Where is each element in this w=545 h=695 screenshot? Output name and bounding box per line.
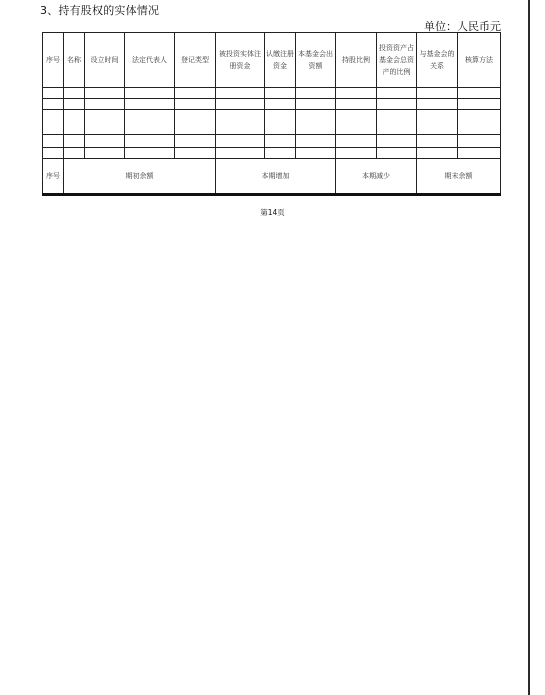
section-title: 3、持有股权的实体情况 bbox=[40, 4, 160, 17]
summary-cell-closing: 期末余额 bbox=[417, 159, 501, 195]
page-edge-divider bbox=[528, 0, 530, 695]
table-row bbox=[43, 110, 501, 135]
header-cell-seq: 序号 bbox=[43, 33, 64, 88]
equity-entities-table bbox=[42, 32, 501, 196]
header-cell-relationship: 与基金会的关系 bbox=[417, 33, 458, 88]
header-cell-subscribed-capital: 认缴注册资金 bbox=[265, 33, 296, 88]
table-header-row bbox=[43, 33, 501, 88]
header-cell-established: 设立时间 bbox=[85, 33, 125, 88]
table-row bbox=[43, 88, 501, 99]
header-cell-legal-rep: 法定代表人 bbox=[125, 33, 175, 88]
summary-cell-seq: 序号 bbox=[43, 159, 64, 195]
summary-cell-opening: 期初余额 bbox=[64, 159, 216, 195]
header-cell-accounting: 核算方法 bbox=[458, 33, 501, 88]
header-cell-share-ratio: 持股比例 bbox=[336, 33, 377, 88]
header-cell-contribution: 本基金会出资额 bbox=[296, 33, 336, 88]
table-row bbox=[43, 148, 501, 159]
summary-cell-decrease: 本期减少 bbox=[336, 159, 417, 195]
table-row bbox=[43, 135, 501, 148]
summary-cell-increase: 本期增加 bbox=[216, 159, 336, 195]
header-cell-registered-capital: 被投资实体注册资金 bbox=[216, 33, 265, 88]
unit-label: 单位：人民币元 bbox=[424, 20, 501, 33]
header-cell-name: 名称 bbox=[64, 33, 85, 88]
table-row bbox=[43, 99, 501, 110]
summary-row bbox=[43, 159, 501, 195]
page-number: 第14页 bbox=[260, 208, 285, 217]
header-cell-asset-ratio: 投资资产占基金会总资产的比例 bbox=[377, 33, 417, 88]
header-cell-reg-type: 登记类型 bbox=[175, 33, 216, 88]
